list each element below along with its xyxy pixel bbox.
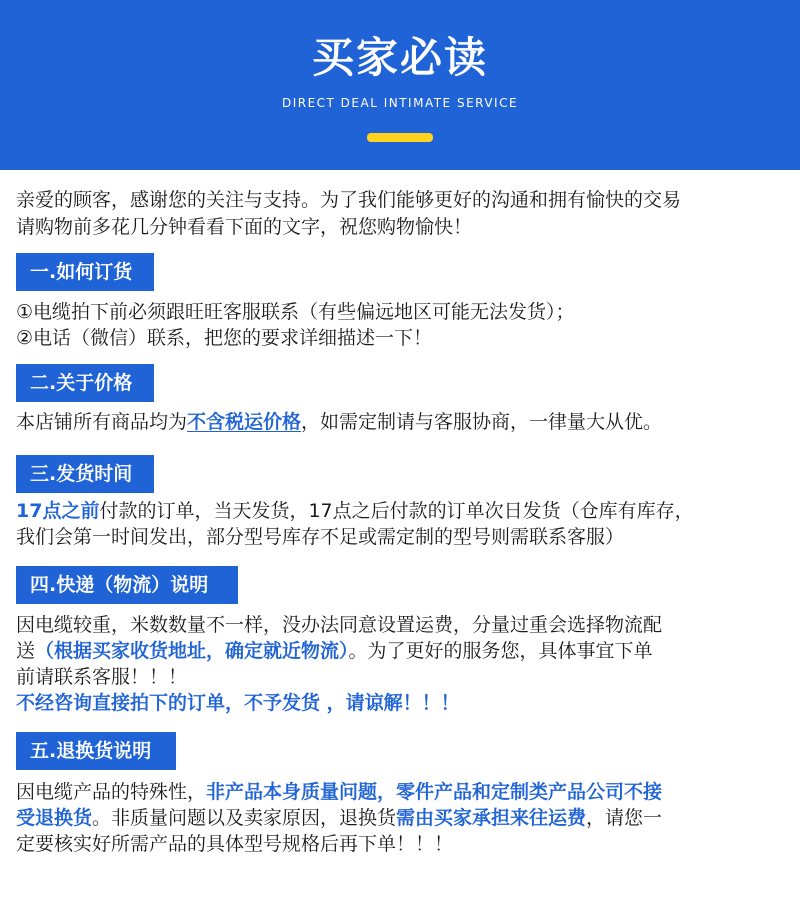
price-line (16, 409, 786, 435)
ordering-line-1: ①电缆拍下前必须跟旺旺客服联系（有些偏远地区可能无法发货）； (16, 301, 575, 323)
title-accent-bar (367, 133, 433, 142)
returns-highlight-3: 需由买家承担来往运费 (396, 807, 587, 829)
section-heading-shipping-time: 三.发货时间 (16, 455, 154, 493)
shipping-line-1-rest: 付款的订单，当天发货，17点之后付款的订单次日发货（仓库有库存， (99, 500, 694, 522)
returns-highlight-2: 受退换货 (16, 807, 93, 829)
returns-line-2-post: ，请您一 (586, 807, 663, 829)
page-title: 买家必读 (311, 33, 488, 82)
shipping-line-2: 我们会第一时间发出，部分型号库存不足或需定制的型号则需联系客服） (16, 526, 625, 548)
section-heading-ordering: 一.如何订货 (16, 253, 154, 291)
courier-highlight: （根据买家收货地址，确定就近物流） (35, 640, 349, 662)
price-text-post: ，如需定制请与客服协商，一律量大从优。 (301, 411, 663, 433)
intro-line-2: 请购物前多花几分钟看看下面的文字，祝您购物愉快！ (16, 216, 473, 238)
returns-line-1 (16, 779, 786, 805)
returns-line-2-mid: 。非质量问题以及卖家原因，退换货 (92, 807, 397, 829)
courier-line-1: 因电缆较重，米数数量不一样，没办法同意设置运费，分量过重会选择物流配 (16, 614, 663, 636)
shipping-cutoff-highlight: 17点之前 (16, 500, 100, 522)
returns-line-1-pre: 因电缆产品的特殊性， (16, 781, 207, 803)
price-highlight: 不含税运价格 (187, 411, 302, 433)
section-heading-courier: 四.快递（物流）说明 (16, 566, 238, 604)
returns-line-3: 定要核实好所需产品的具体型号规格后再下单！！！ (16, 833, 454, 855)
courier-line-2-post: 。为了更好的服务您，具体事宜下单 (348, 640, 653, 662)
courier-line-2 (16, 638, 786, 664)
header-banner (0, 0, 800, 170)
courier-line-3: 前请联系客服！！！ (16, 666, 188, 688)
returns-line-2 (16, 805, 786, 831)
ordering-line-2: ②电话（微信）联系，把您的要求详细描述一下！ (16, 327, 433, 349)
page-subtitle: DIRECT DEAL INTIMATE SERVICE (281, 96, 519, 110)
section-heading-returns: 五.退换货说明 (16, 732, 176, 770)
returns-highlight-1: 非产品本身质量问题，零件产品和定制类产品公司不接 (206, 781, 663, 803)
courier-line-2-pre: 送 (16, 640, 36, 662)
intro-line-1: 亲爱的顾客，感谢您的关注与支持。为了我们能够更好的沟通和拥有愉快的交易 (16, 189, 682, 211)
section-heading-price: 二.关于价格 (16, 364, 154, 402)
courier-warning: 不经咨询直接拍下的订单，不予发货 ，请谅解！！！ (16, 692, 460, 714)
price-text-pre: 本店铺所有商品均为 (16, 411, 188, 433)
shipping-line-1 (16, 498, 786, 524)
